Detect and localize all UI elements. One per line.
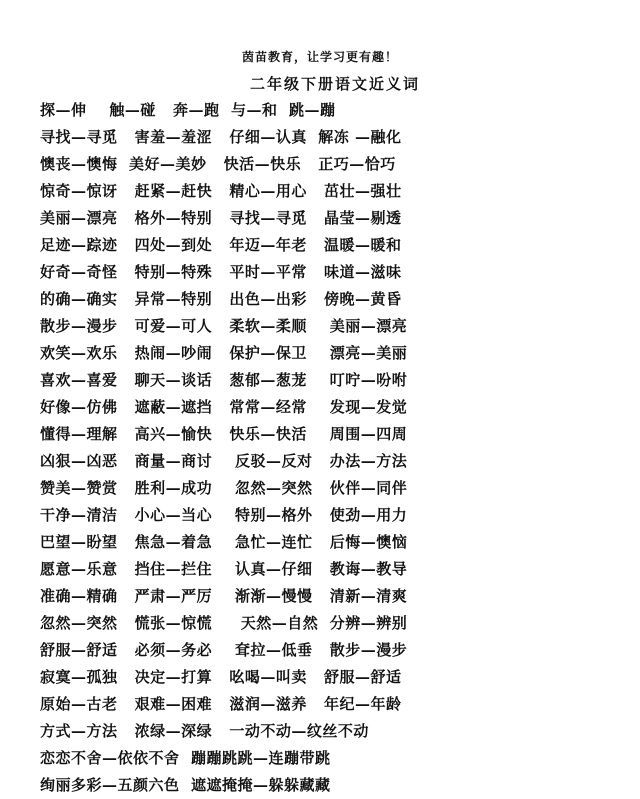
word-line: 的确—确实 异常—特别 出色—出彩 傍晚—黄昏 — [40, 290, 402, 308]
page-header: 茵苗教育，让学习更有趣！ — [241, 50, 398, 64]
word-line: 好奇—奇怪 特别—特殊 平时—平常 味道—滋味 — [40, 263, 402, 281]
word-line: 探—伸 触—碰 奔—跑 与—和 跳—蹦 — [40, 101, 336, 119]
word-line: 散步—漫步 可爱—可人 柔软—柔顺 美丽—漂亮 — [40, 317, 408, 335]
word-line: 足迹—踪迹 四处—到处 年迈—年老 温暖—暖和 — [40, 236, 402, 254]
word-line: 绚丽多彩—五颜六色 遮遮掩掩—躲躲藏藏 — [40, 776, 331, 794]
word-line: 惊奇—惊讶 赶紧—赶快 精心—用心 茁壮—强壮 — [40, 182, 402, 200]
word-line: 美丽—漂亮 格外—特别 寻找—寻觅 晶莹—剔透 — [40, 209, 402, 227]
word-line: 寂寞—孤独 决定—打算 吆喝—叫卖 舒服—舒适 — [40, 668, 402, 686]
word-line: 准确—精确 严肃—严厉 渐渐—慢慢 清新—清爽 — [40, 587, 408, 605]
word-line: 方式—方法 浓绿—深绿 一动不动—纹丝不动 — [40, 722, 369, 740]
word-line: 好像—仿佛 遮蔽—遮挡 常常—经常 发现—发觉 — [40, 398, 408, 416]
word-line: 忽然—突然 慌张—惊慌 天然—自然 分辨—辨别 — [40, 614, 408, 632]
word-line: 凶狠—凶恶 商量—商讨 反驳—反对 办法—方法 — [40, 452, 408, 470]
word-line: 喜欢—喜爱 聊天—谈话 葱郁—葱茏 叮咛—吩咐 — [40, 371, 408, 389]
word-line: 愿意—乐意 挡住—拦住 认真—仔细 教诲—教导 — [40, 560, 408, 578]
word-line: 舒服—舒适 必须—务必 耷拉—低垂 散步—漫步 — [40, 641, 408, 659]
page-title: 二年级下册语文近义词 — [249, 75, 420, 93]
word-line: 赞美—赞赏 胜利—成功 忽然—突然 伙伴—同伴 — [40, 479, 408, 497]
word-line: 懂得—理解 高兴—愉快 快乐—快活 周围—四周 — [40, 425, 408, 443]
word-line: 恋恋不舍—依依不舍 蹦蹦跳跳—连蹦带跳 — [40, 749, 331, 767]
word-line: 寻找—寻觅 害羞—羞涩 仔细—认真 解冻 —融化 — [40, 128, 402, 146]
word-line: 懊丧—懊悔 美好—美妙 快活—快乐 正巧—恰巧 — [40, 155, 396, 173]
word-line: 干净—清洁 小心—当心 特别—格外 使劲—用力 — [40, 506, 408, 524]
word-list — [40, 97, 630, 799]
word-line: 欢笑—欢乐 热闹—吵闹 保护—保卫 漂亮—美丽 — [40, 344, 408, 362]
word-line: 原始—古老 艰难—困难 滋润—滋养 年纪—年龄 — [40, 695, 402, 713]
word-line: 巴望—盼望 焦急—着急 急忙—连忙 后悔—懊恼 — [40, 533, 408, 551]
